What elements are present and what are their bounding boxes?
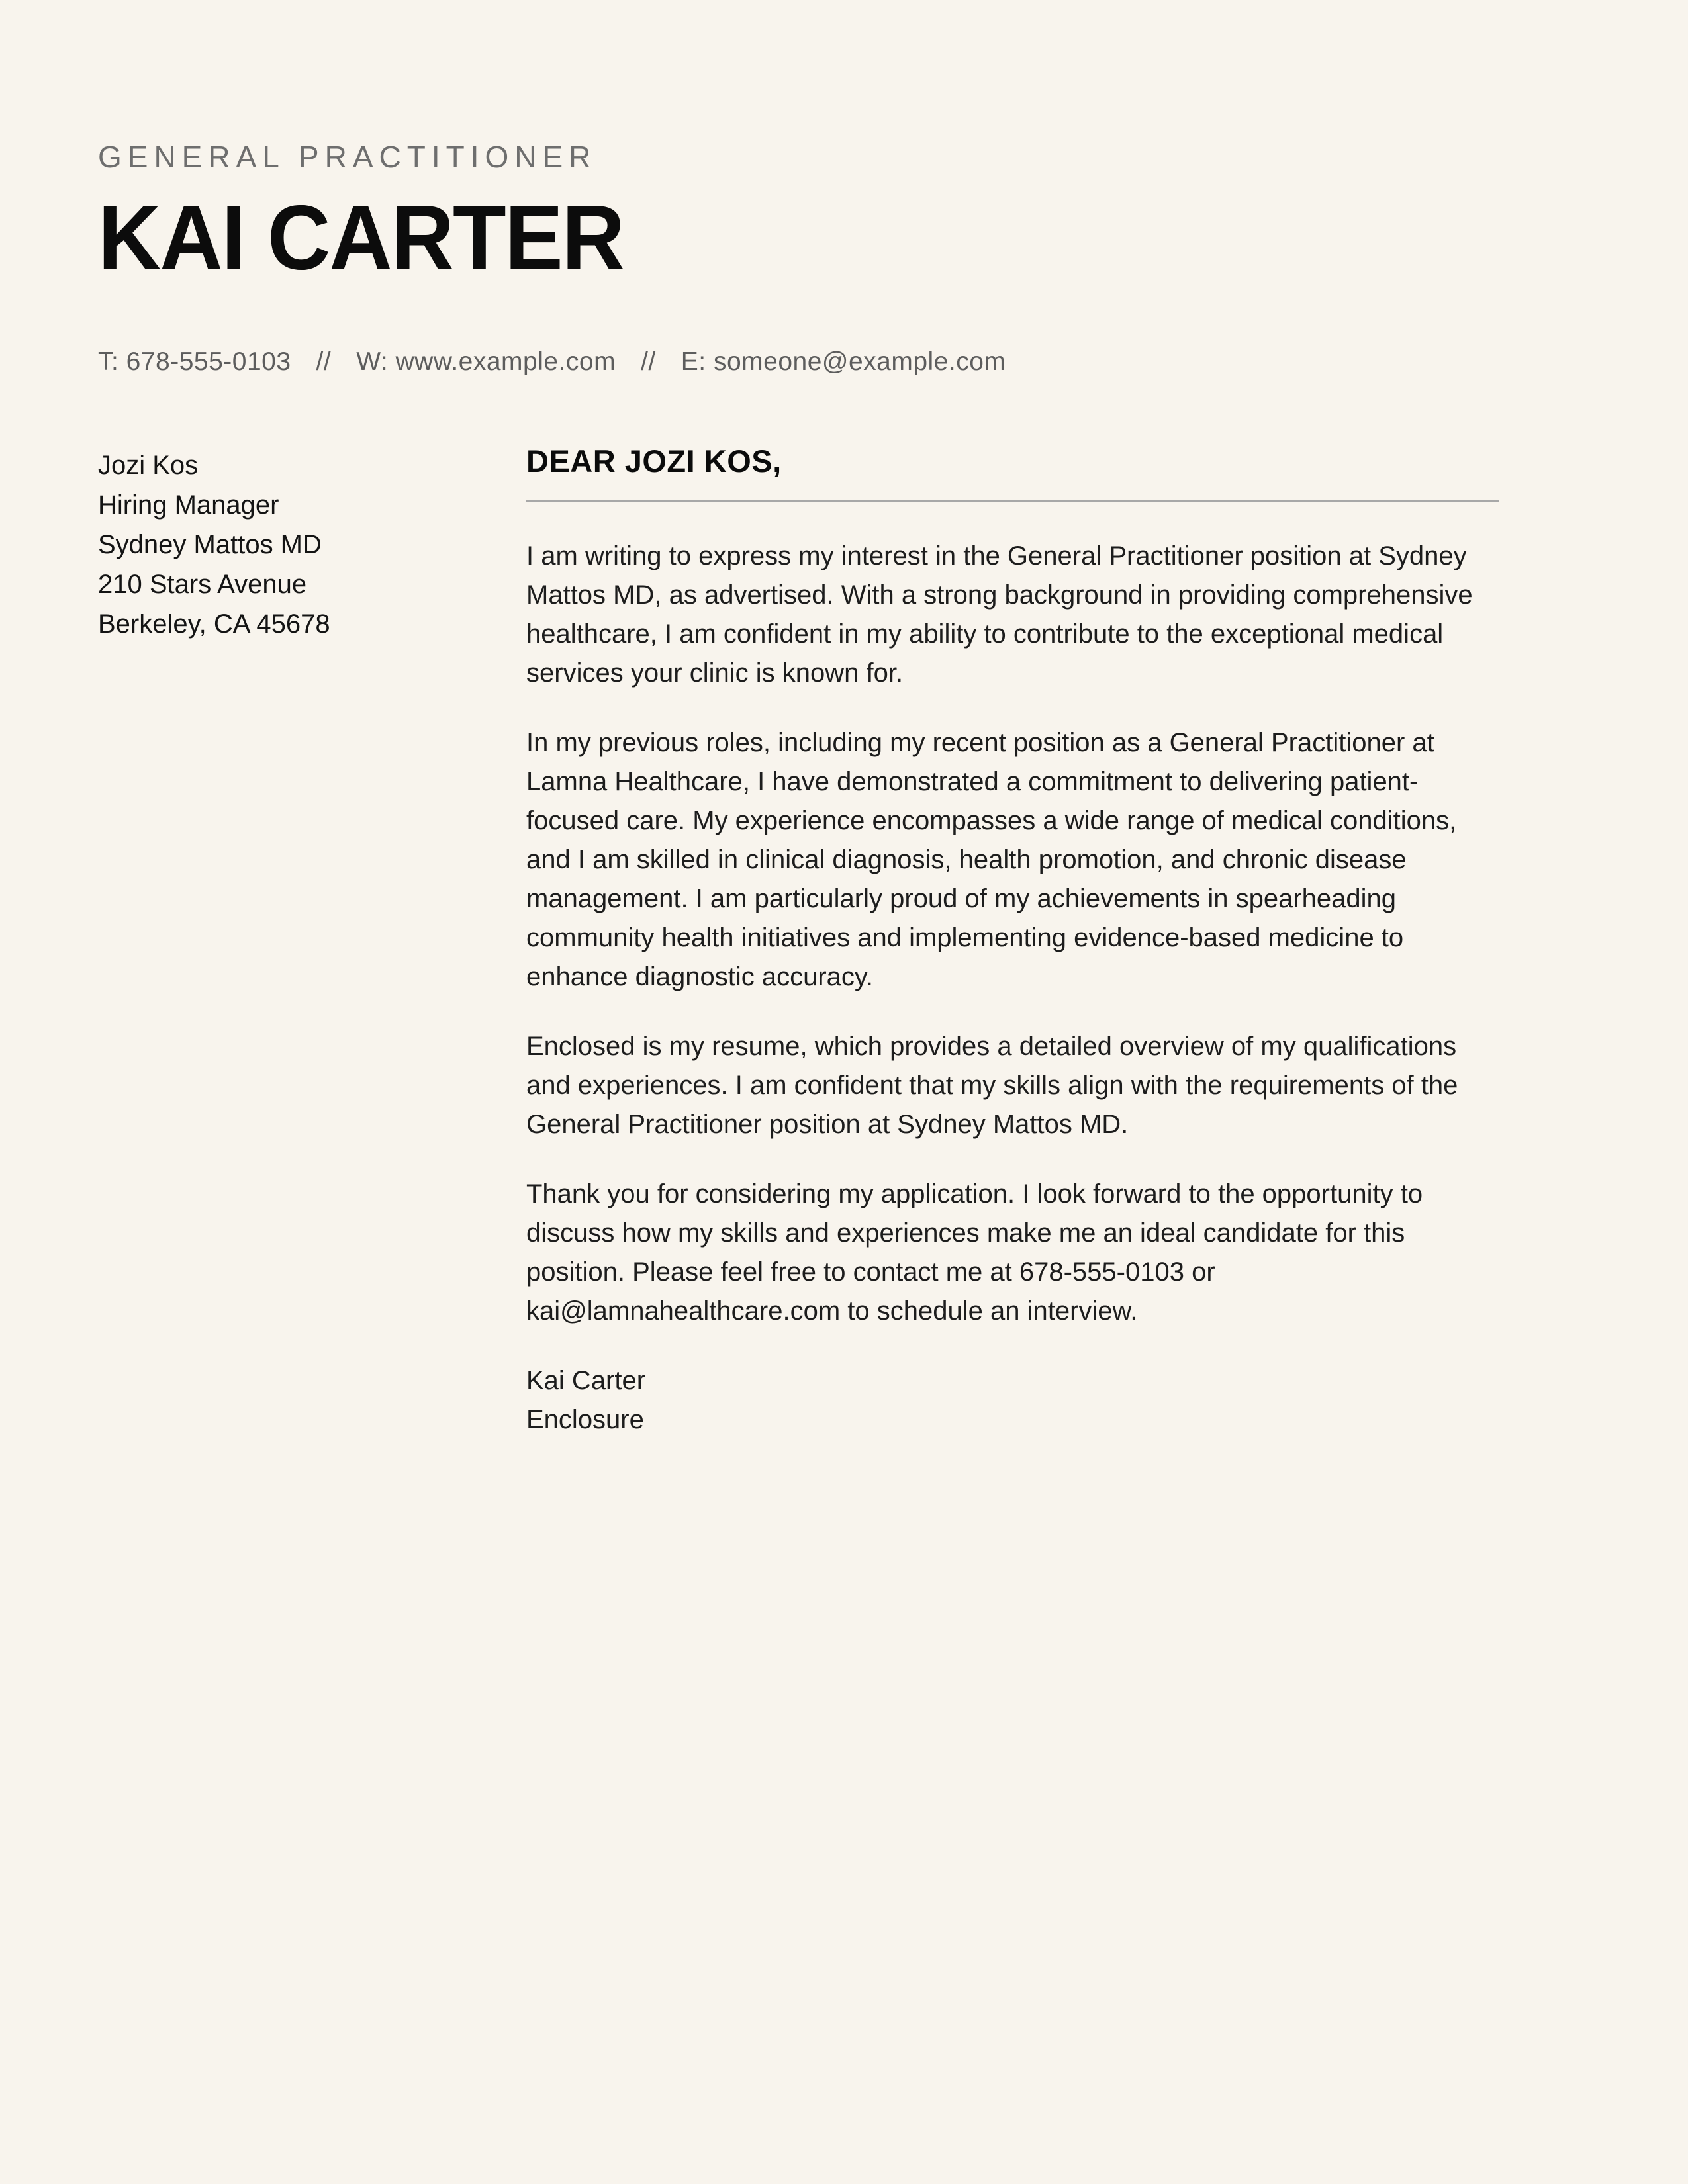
contact-separator: // [641,347,656,377]
letter-paragraphs [526,537,1499,1331]
signature-name: Kai Carter [526,1366,646,1396]
contact-email: E: someone@example.com [680,347,1006,377]
recipient-role: Hiring Manager [98,490,279,520]
job-title: GENERAL PRACTITIONER [98,140,597,174]
applicant-name: KAI CARTER [98,186,624,289]
signature-block [526,1361,1499,1439]
salutation-divider [526,500,1499,502]
salutation: DEAR JOZI KOS, [526,443,782,479]
letter-content [526,445,1499,1439]
letter-body-layout [98,445,1499,1439]
recipient-address-block [98,445,526,1439]
paragraph-intro: I am writing to express my interest in the General Practitioner position at Sydney Mattos MD, as advertised. With a strong background in providing comprehensive healthcare, I am confident in my ability to contribute to the exceptional medical services your clinic is known for. [526,541,1473,688]
enclosure-note: Enclosure [526,1405,644,1435]
contact-phone: T: 678-555-0103 [98,347,291,377]
contact-separator: // [316,347,332,377]
recipient-name: Jozi Kos [98,451,199,480]
recipient-city: Berkeley, CA 45678 [98,610,330,639]
recipient-street: 210 Stars Avenue [98,570,307,600]
contact-website: W: www.example.com [356,347,616,377]
recipient-company: Sydney Mattos MD [98,530,322,560]
paragraph-thanks: Thank you for considering my application. I look forward to the opportunity to discuss how my skills and experiences make me an ideal candidate for this position. Please feel free to contact me at 678-555-0103 or kai@lamnahealthcare.com to schedule an interview. [526,1179,1423,1326]
paragraph-experience: In my previous roles, including my recent position as a General Practitioner at Lamna Healthcare, I have demonstrated a commitment to delivering patient-focused care. My experience encompasses a wide range of medical conditions, and I am skilled in clinical diagnosis, health promotion, and chronic disease management. I am particularly proud of my achievements in spearheading community health initiatives and implementing evidence-based medicine to enhance diagnostic accuracy. [526,728,1457,992]
paragraph-resume: Enclosed is my resume, which provides a detailed overview of my qualifications and experiences. I am confident that my skills align with the requirements of the General Practitioner position at Sydney Mattos MD. [526,1032,1458,1140]
contact-row [98,347,1499,377]
